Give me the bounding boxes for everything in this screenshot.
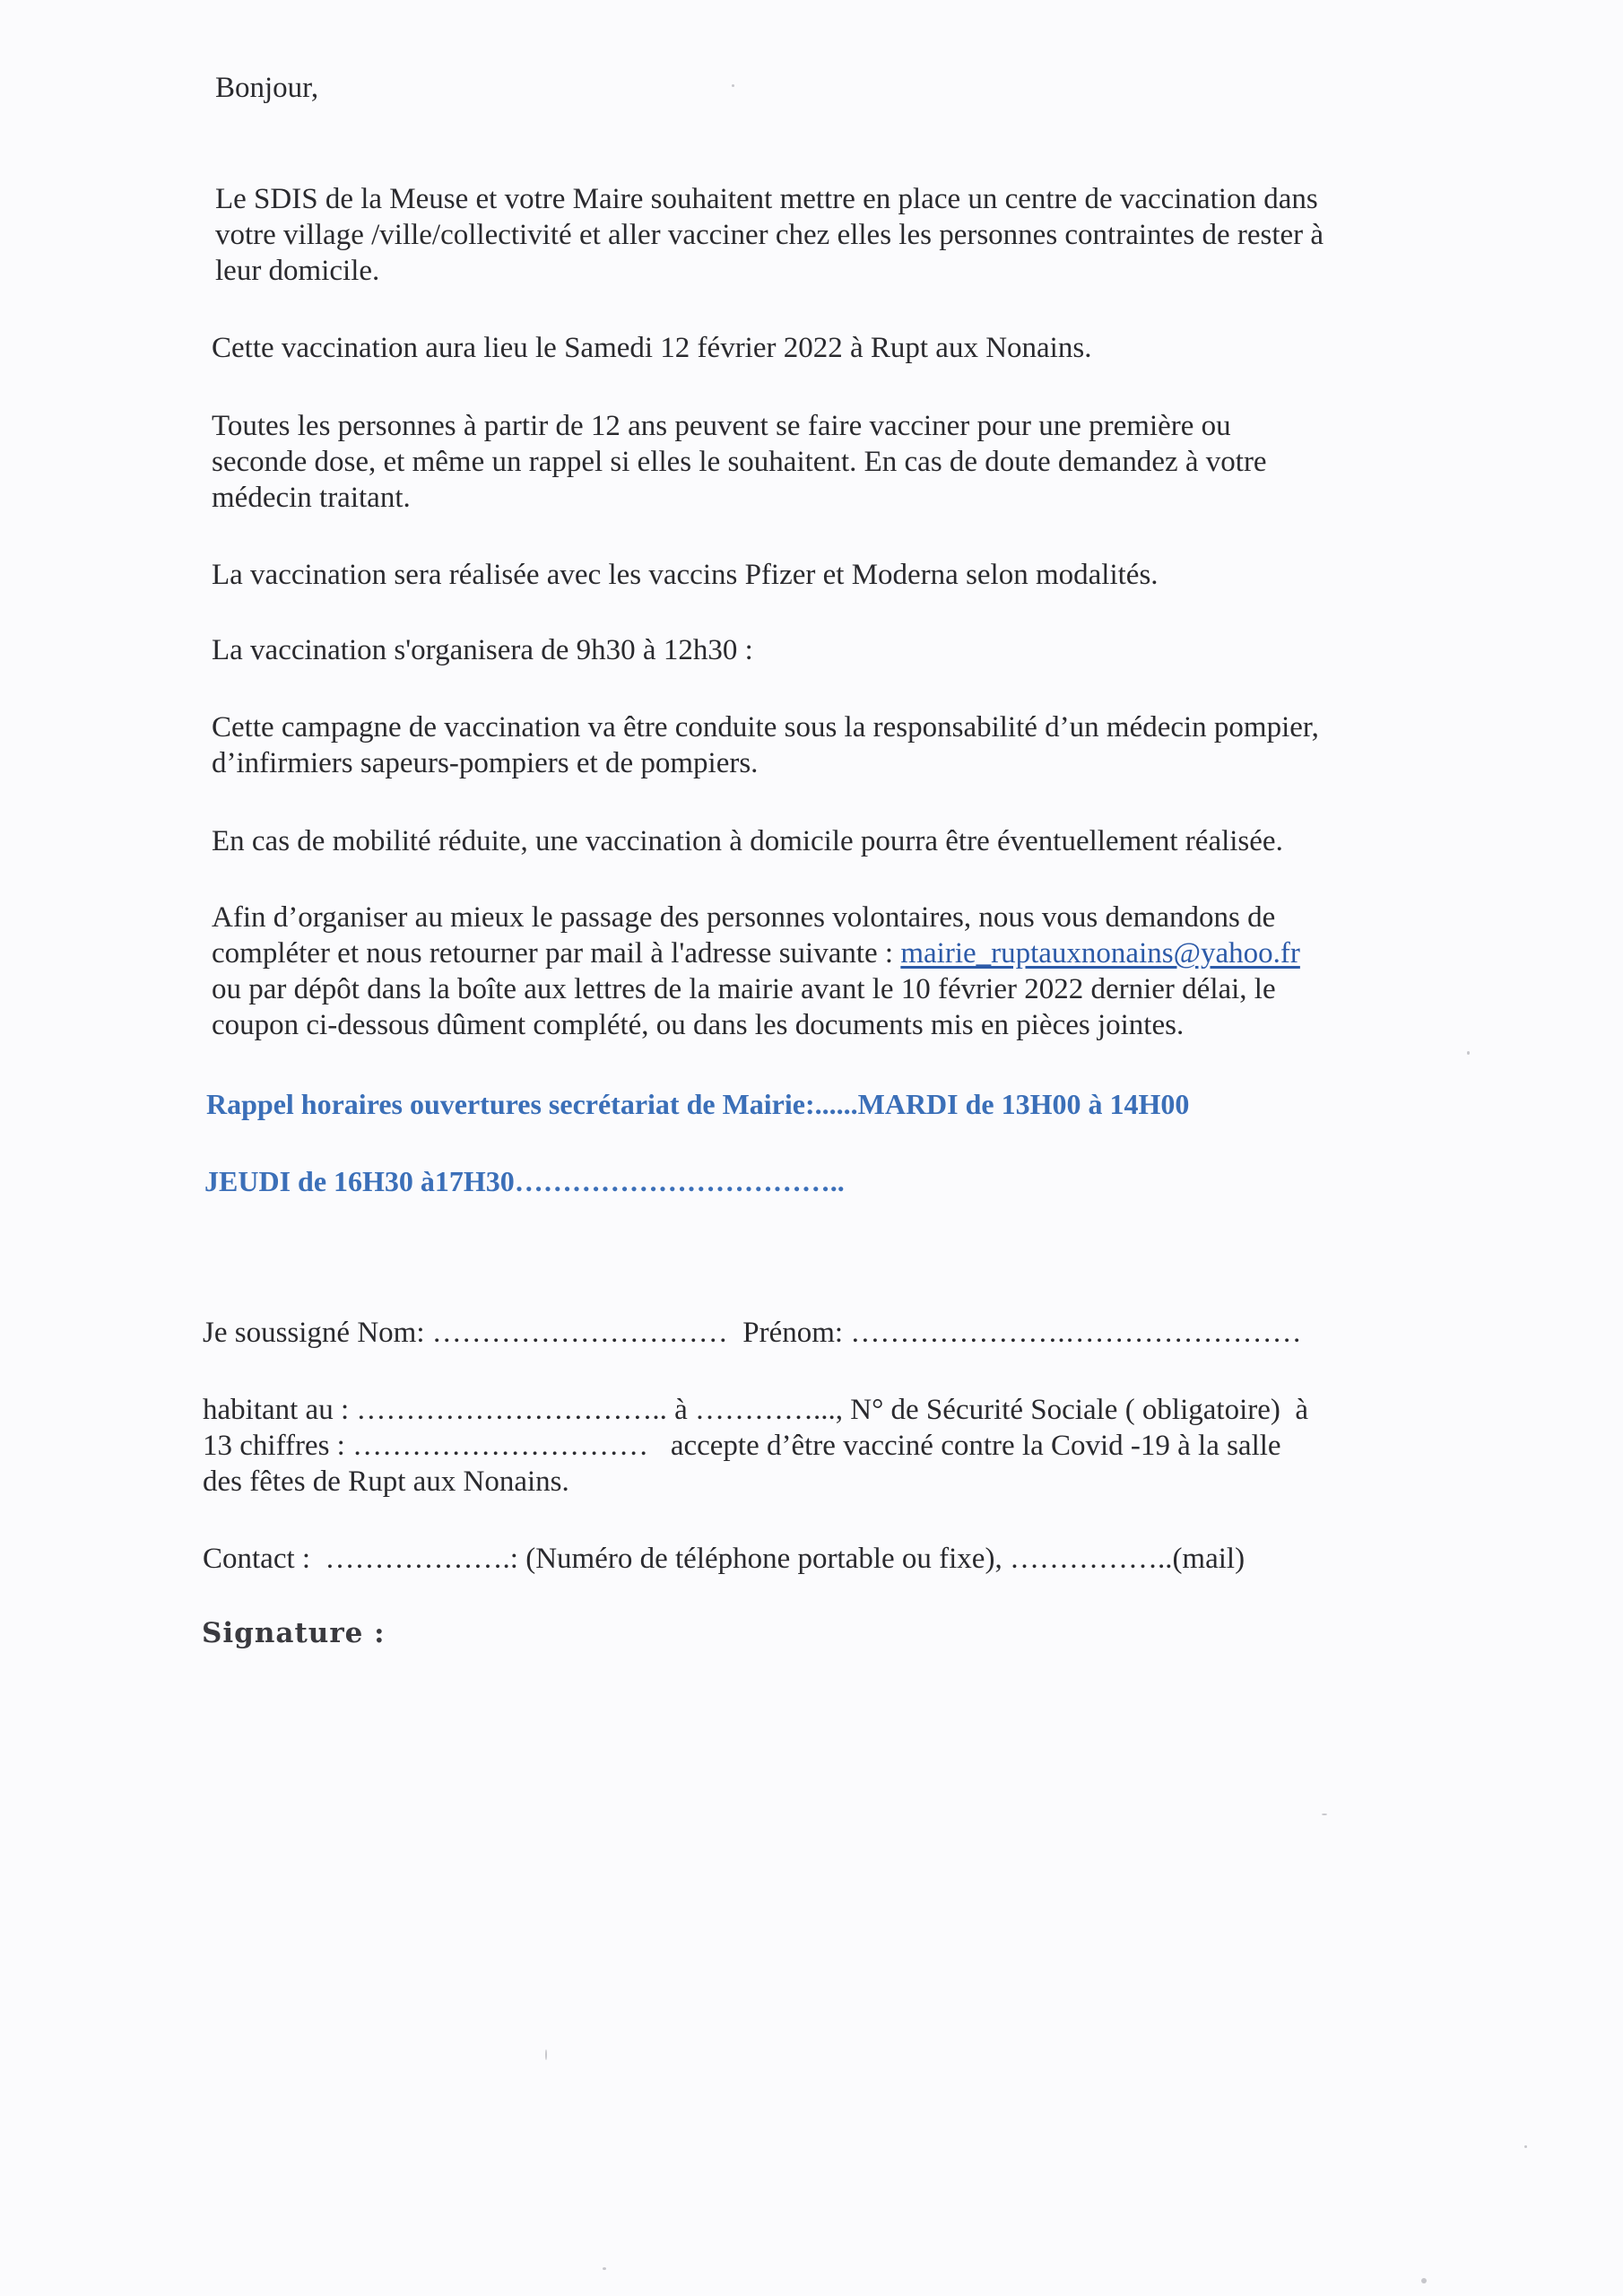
vaccines-line: La vaccination sera réalisée avec les vaccins Pfizer et Moderna selon modalités. xyxy=(212,559,1159,591)
coupon-address-line-1: habitant au : ………………………….. à …………..., N° de Sécurité Sociale ( obligatoire) à xyxy=(203,1394,1309,1426)
scan-speck xyxy=(603,2267,606,2270)
scan-speck xyxy=(1421,2278,1427,2283)
scan-speck xyxy=(545,2049,547,2060)
office-hours-reminder-1: Rappel horaires ouvertures secrétariat de Mairie:......MARDI de 13H00 à 14H00 xyxy=(206,1088,1190,1120)
scan-speck xyxy=(1524,2145,1527,2148)
intro-line-1: Le SDIS de la Meuse et votre Maire souhaitent mettre en place un centre de vaccination dans xyxy=(215,183,1318,215)
organize-line-2 xyxy=(212,935,1300,971)
coupon-contact-line: Contact : ……………….: (Numéro de téléphone portable ou fixe), ……………..(mail) xyxy=(203,1543,1245,1575)
scan-speck xyxy=(1322,1813,1327,1815)
signature-label: Signature : xyxy=(202,1617,386,1649)
coupon-address-line-2: 13 chiffres : ………………………… accepte d’être vacciné contre la Covid -19 à la salle xyxy=(203,1430,1281,1462)
eligibility-line-2: seconde dose, et même un rappel si elles le souhaitent. En cas de doute demandez à votre xyxy=(212,446,1267,478)
organize-line-1: Afin d’organiser au mieux le passage des personnes volontaires, nous vous demandons de xyxy=(212,901,1276,934)
coupon-name-line: Je soussigné Nom: ………………………… Prénom: ………………….…………………… xyxy=(203,1317,1302,1349)
date-line: Cette vaccination aura lieu le Samedi 12 février 2022 à Rupt aux Nonains. xyxy=(212,332,1092,364)
hours-line: La vaccination s'organisera de 9h30 à 12h30 : xyxy=(212,634,753,666)
scan-speck xyxy=(1467,1051,1470,1055)
eligibility-line-1: Toutes les personnes à partir de 12 ans peuvent se faire vacciner pour une première ou xyxy=(212,410,1231,442)
staff-line-1: Cette campagne de vaccination va être conduite sous la responsabilité d’un médecin pompier, xyxy=(212,711,1319,744)
staff-line-2: d’infirmiers sapeurs-pompiers et de pompiers. xyxy=(212,747,759,779)
greeting: Bonjour, xyxy=(215,72,319,104)
organize-line-4: coupon ci-dessous dûment complété, ou dans les documents mis en pièces jointes. xyxy=(212,1009,1185,1041)
mairie-email-link[interactable]: mairie_ruptauxnonains@yahoo.fr xyxy=(900,937,1300,970)
eligibility-line-3: médecin traitant. xyxy=(212,482,411,514)
office-hours-reminder-2: JEUDI de 16H30 à17H30…………………………….. xyxy=(204,1165,845,1197)
intro-line-3: leur domicile. xyxy=(215,255,380,287)
scan-speck xyxy=(732,84,734,87)
organize-line-2-text: compléter et nous retourner par mail à l'adresse suivante : xyxy=(212,937,901,970)
coupon-address-line-3: des fêtes de Rupt aux Nonains. xyxy=(203,1465,569,1498)
organize-line-3: ou par dépôt dans la boîte aux lettres de la mairie avant le 10 février 2022 dernier délai, le xyxy=(212,973,1276,1005)
mobility-line: En cas de mobilité réduite, une vaccination à domicile pourra être éventuellement réalisée. xyxy=(212,825,1283,857)
intro-line-2: votre village /ville/collectivité et aller vacciner chez elles les personnes contraintes de rester à xyxy=(215,219,1324,251)
